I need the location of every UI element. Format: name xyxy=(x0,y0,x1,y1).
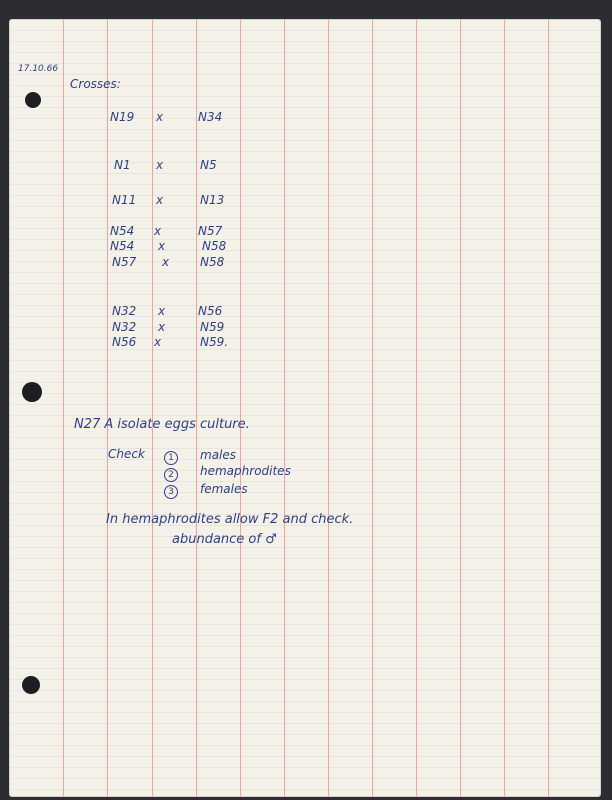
column-rule xyxy=(372,20,373,796)
cross-left: N32 xyxy=(112,320,137,334)
cross-x: x xyxy=(156,158,164,172)
n27-line: N27 A isolate eggs culture. xyxy=(74,417,250,432)
check-number-3: 3 xyxy=(164,485,178,499)
cross-left: N19 xyxy=(110,110,135,124)
punch-hole xyxy=(22,676,40,694)
margin-rule xyxy=(63,20,64,796)
cross-right: N59. xyxy=(200,335,229,349)
cross-x: x xyxy=(154,224,162,238)
column-rule xyxy=(240,20,241,796)
check-number xyxy=(164,484,178,499)
cross-right: N59 xyxy=(200,320,225,334)
check-number-1: 1 xyxy=(164,451,178,465)
cross-left: N11 xyxy=(112,193,137,207)
cross-right: N13 xyxy=(200,193,225,207)
column-rule xyxy=(416,20,417,796)
column-rule xyxy=(196,20,197,796)
punch-hole xyxy=(25,92,41,108)
column-rule xyxy=(328,20,329,796)
cross-right: N58 xyxy=(202,239,227,253)
cross-x: x xyxy=(158,320,166,334)
cross-left: N54 xyxy=(110,239,135,253)
cross-right: N34 xyxy=(198,110,223,124)
crosses-heading: Crosses: xyxy=(70,77,121,91)
check-number-2: 2 xyxy=(164,468,178,482)
check-label: Check xyxy=(108,447,145,461)
notebook-page xyxy=(10,20,600,796)
cross-left: N1 xyxy=(114,158,131,172)
cross-x: x xyxy=(154,335,162,349)
note-line-2: abundance of ♂ xyxy=(172,532,277,547)
cross-right: N56 xyxy=(198,304,223,318)
cross-left: N57 xyxy=(112,255,137,269)
check-item-females: females xyxy=(200,482,248,496)
punch-hole xyxy=(22,382,42,402)
cross-x: x xyxy=(162,255,170,269)
cross-right: N5 xyxy=(200,158,217,172)
cross-right: N58 xyxy=(200,255,225,269)
column-rule xyxy=(284,20,285,796)
check-item-males: males xyxy=(200,448,237,462)
column-rule xyxy=(152,20,153,796)
note-line-1: In hemaphrodites allow F2 and check. xyxy=(106,512,354,527)
column-rule xyxy=(460,20,461,796)
column-rule xyxy=(504,20,505,796)
check-number xyxy=(164,467,178,482)
column-rule xyxy=(107,20,108,796)
date-note: 17.10.66 xyxy=(18,64,59,74)
cross-left: N32 xyxy=(112,304,137,318)
cross-left: N54 xyxy=(110,224,135,238)
cross-x: x xyxy=(156,110,164,124)
column-rule xyxy=(548,20,549,796)
check-number xyxy=(164,450,178,465)
cross-x: x xyxy=(158,304,166,318)
check-item-hemaphrodites: hemaphrodites xyxy=(200,464,291,478)
cross-x: x xyxy=(156,193,164,207)
cross-x: x xyxy=(158,239,166,253)
cross-right: N57 xyxy=(198,224,223,238)
cross-left: N56 xyxy=(112,335,137,349)
